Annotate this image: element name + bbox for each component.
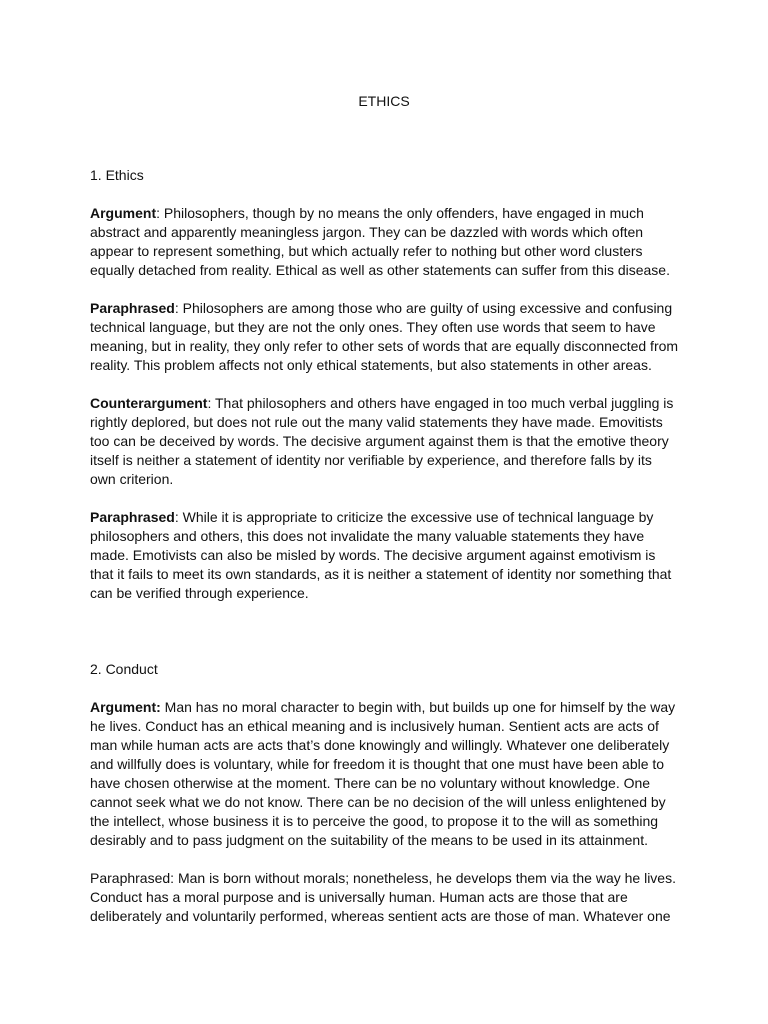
ethics-argument-paragraph — [90, 204, 680, 280]
ethics-counterargument-paragraph — [90, 394, 680, 489]
document-title: ETHICS — [358, 93, 410, 109]
section-heading-conduct: 2. Conduct — [90, 661, 158, 677]
paragraph-text: : That philosophers and others have engaged in too much verbal juggling is rightly deplored, but does not rule out the many valid statements they have made. Emovitists too can be deceived by words. The decisive argument against them is that the emotive theory itself is neither a statement of identity nor verifiable by experience, and therefore falls by its own criterion. — [90, 395, 674, 487]
document-body — [90, 166, 680, 945]
section-spacer — [90, 622, 680, 660]
paragraph-label: Paraphrased — [90, 300, 175, 316]
section-heading-ethics: 1. Ethics — [90, 167, 144, 183]
conduct-paraphrased-paragraph — [90, 869, 680, 926]
paragraph-label: Paraphrased — [90, 509, 175, 525]
ethics-counter-paraphrased-paragraph — [90, 508, 680, 603]
paragraph-label: Argument — [90, 205, 157, 221]
paragraph-text: : While it is appropriate to criticize the excessive use of technical language by philosophers and others, this does not invalidate the many valuable statements they have made. Emotivists can also be misled by words. The decisive argument against emotivism is that it fails to meet its own standards, as it is neither a statement of identity nor something that can be verified through experience. — [90, 509, 672, 601]
conduct-argument-paragraph — [90, 698, 680, 850]
paragraph-label: Counterargument — [90, 395, 208, 411]
paragraph-text: : Philosophers, though by no means the only offenders, have engaged in much abstract and apparently meaningless jargon. They can be dazzled with words which often appear to represent something, but which actually refer to nothing but other word clusters equally detached from reality. Ethical as well as other statements can suffer from this disease. — [90, 205, 670, 278]
paragraph-text: Paraphrased: Man is born without morals; nonetheless, he develops them via the way he lives. Conduct has a moral purpose and is universally human. Human acts are those that are deliberately and voluntarily performed, whereas sentient acts are those of man. Whatever one — [90, 870, 676, 924]
paragraph-text: : Philosophers are among those who are guilty of using excessive and confusing technical language, but they are not the only ones. They often use words that seem to have meaning, but in reality, they only refer to other sets of words that are equally disconnected from reality. This problem affects not only ethical statements, but also statements in other areas. — [90, 300, 679, 373]
ethics-paraphrased-paragraph — [90, 299, 680, 375]
paragraph-text: Man has no moral character to begin with, but builds up one for himself by the way he lives. Conduct has an ethical meaning and is inclusively human. Sentient acts are acts of man while human acts are acts that’s done knowingly and willingly. Whatever one deliberately and willfully does is voluntary, while for freedom it is thought that one must have been able to have chosen otherwise at the moment. There can be no voluntary without knowledge. One cannot seek what we do not know. There can be no decision of the will unless enlightened by the intellect, whose business it is to perceive the good, to propose it to the will as something desirably and to pass judgment on the suitability of the means to be used in its attainment. — [90, 699, 676, 848]
paragraph-label: Argument: — [90, 699, 161, 715]
